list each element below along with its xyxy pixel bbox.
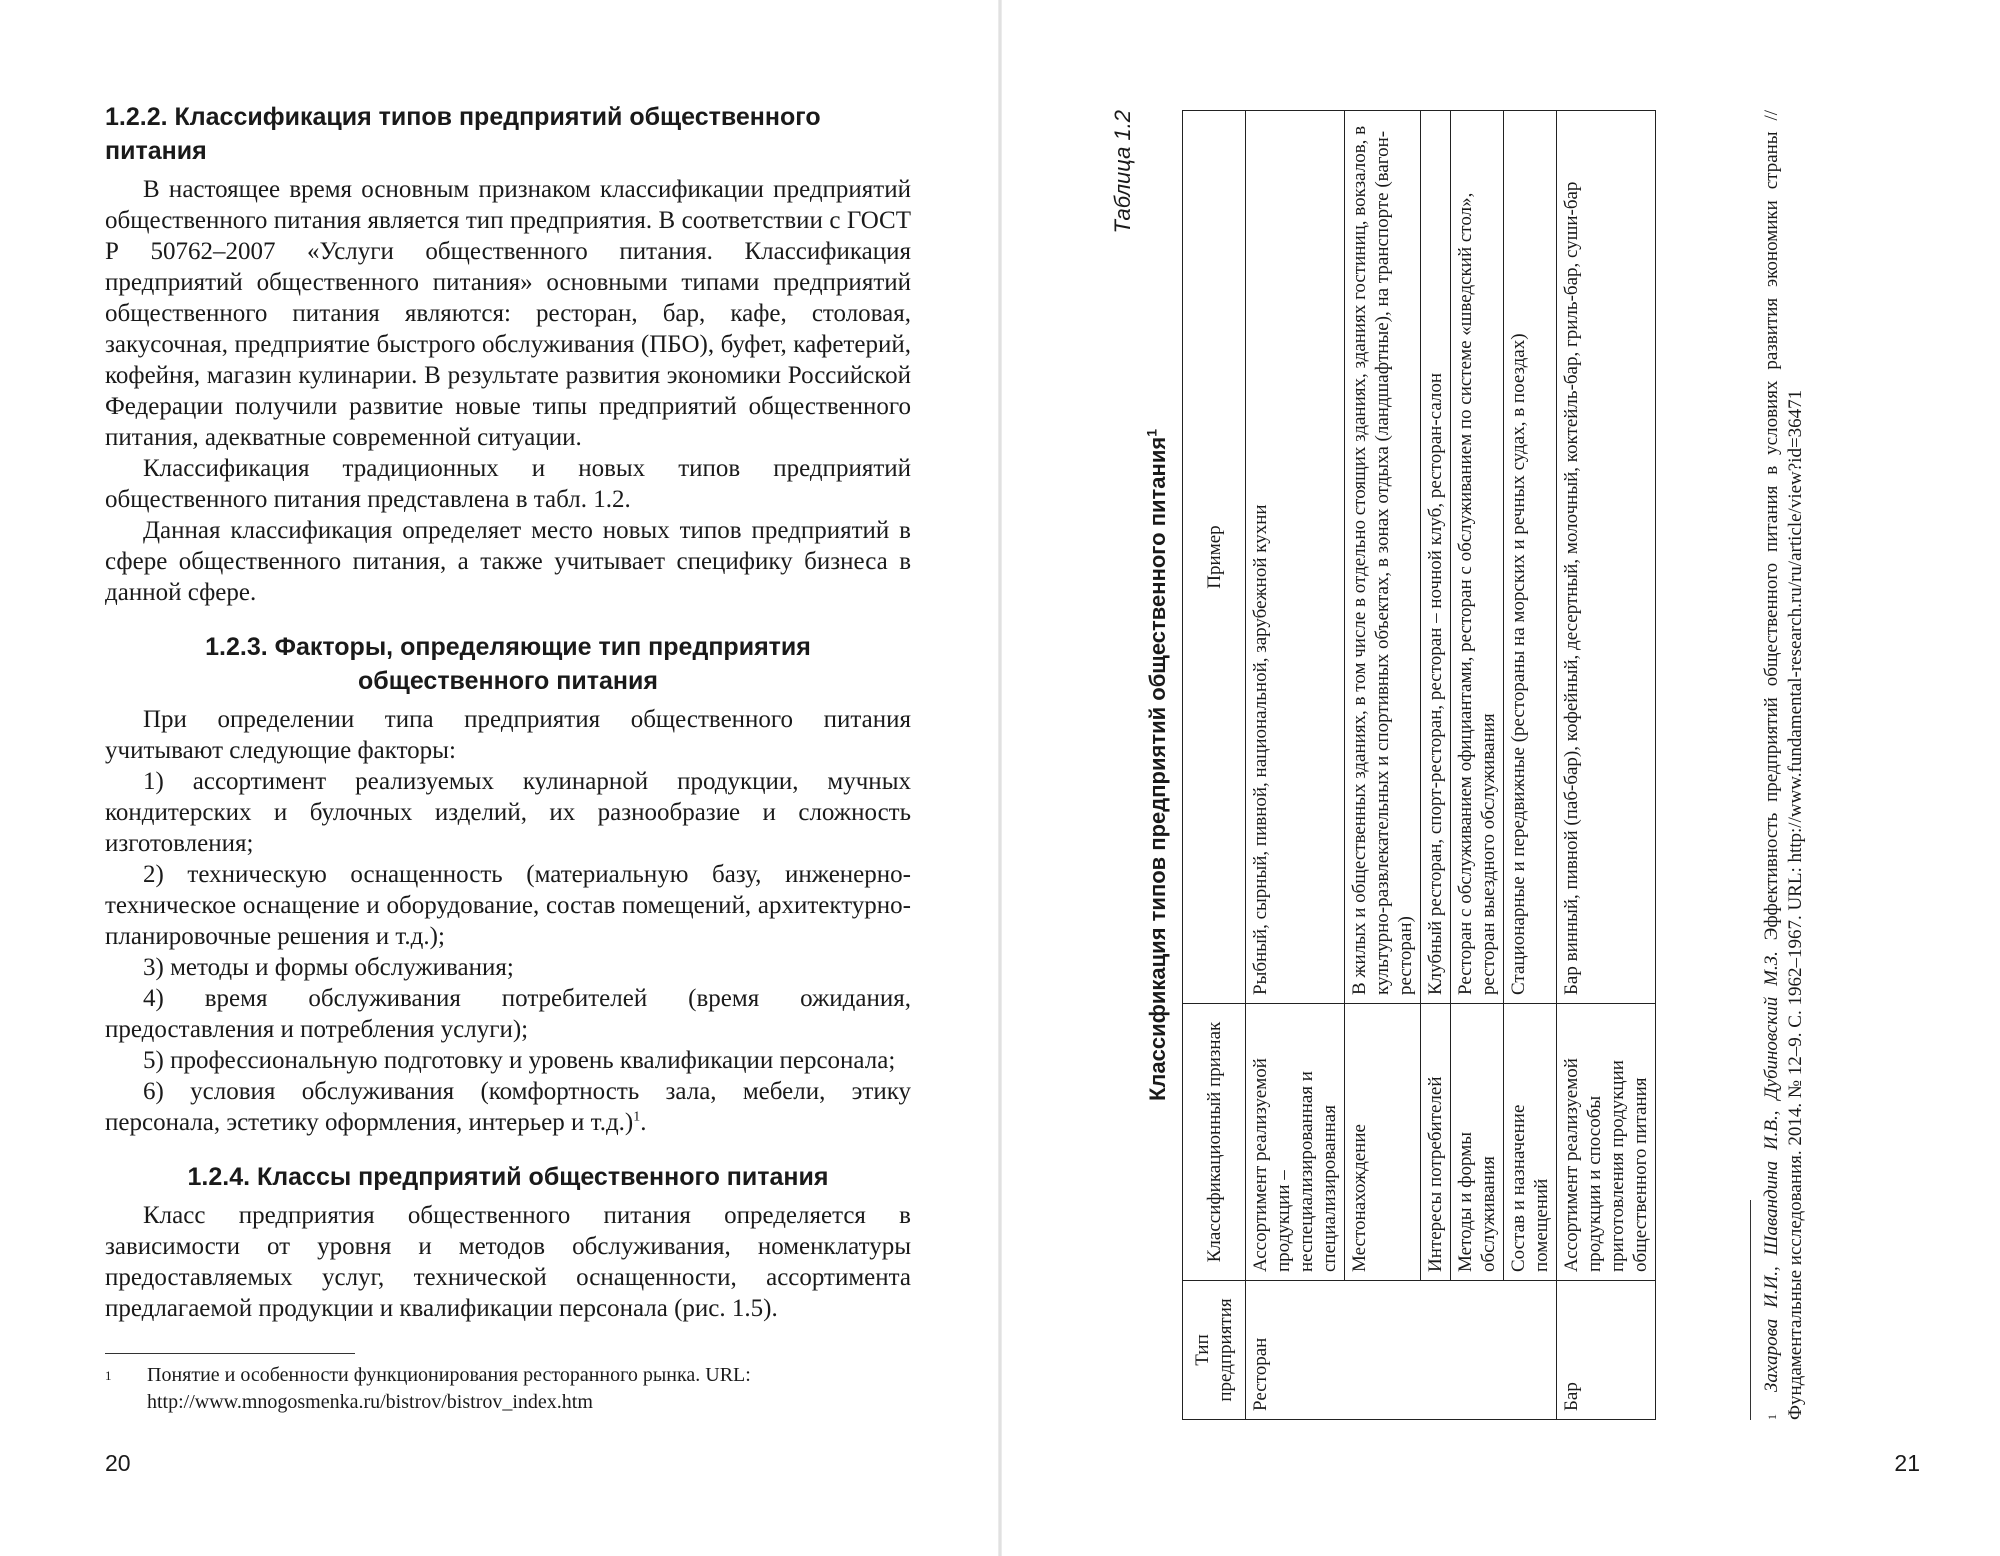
factor-item: 2) техническую оснащенность (материальную базу, инженерно-техническое оснащение и оборудование, состав помещений, архитектурно-планировочные решения и т.д.); [105,861,911,950]
table-title-text: Классификация типов предприятий общественного питания [1145,436,1170,1101]
factor-item: 5) профессиональную подготовку и уровень квалификации персонала; [143,1047,896,1074]
heading-1-2-3 [105,630,911,698]
factor-6-text: 6) условия обслуживания (комфортность зала, мебели, этику персонала, эстетику оформления, интерьер и т.д.) [105,1078,911,1136]
left-text-column [105,100,911,1324]
paragraph-4: При определении типа предприятия общественного питания учитывают следующие факторы: [105,706,911,764]
heading-1-2-2: 1.2.2. Классификация типов предприятий общественного питания [105,103,821,165]
cell-type-bar: Бар [1557,1281,1656,1420]
cell-feature: Местонахождение [1345,1004,1421,1281]
table-row [1451,111,1504,1420]
classification-table [1182,110,1656,1420]
header-example: Пример [1183,111,1246,1004]
paragraph-5: Класс предприятия общественного питания определяется в зависимости от уровня и методов обслуживания, номенклатуры предоставляемых услуг, технической оснащенности, ассортимента предлагаемой продукции и квалификации персонала (рис. 1.5). [105,1202,911,1322]
table-row [1557,111,1656,1420]
cell-feature: Интересы потребителей [1421,1004,1451,1281]
cell-example: Ресторан с обслуживанием официантами, ресторан с обслуживанием по системе «шведский стол», ресторан выездного обслуживания [1451,111,1504,1004]
cell-example: Клубный ресторан, спорт-ресторан, ресторан – ночной клуб, ресторан-салон [1421,111,1451,1004]
footnote-divider [105,1353,355,1354]
footnote-line1: Понятие и особенности функционирования ресторанного рынка. URL: [147,1364,751,1386]
heading-1-2-3-line1: 1.2.3. Факторы, определяющие тип предприятия [205,633,811,661]
footnote-line2: http://www.mnogosmenka.ru/bistrov/bistrov_index.htm [147,1391,593,1413]
rotated-table-block [1110,110,1890,1420]
factor-item-6: 6) условия обслуживания (комфортность зала, мебели, этику персонала, эстетику оформления, интерьер и т.д.)$^1$. [105,1078,911,1136]
factor-item: 4) время обслуживания потребителей (время ожидания, предоставления и потребления услуги); [105,985,911,1043]
header-type: Тип предприятия [1183,1281,1246,1420]
table-row [1421,111,1451,1420]
table-title [1145,110,1171,1420]
table-label: Таблица 1.2 [1110,110,1135,234]
factor-item: 3) методы и формы обслуживания; [143,954,514,981]
factor-item: 1) ассортимент реализуемых кулинарной продукции, мучных кондитерских и булочных изделий, их разнообразие и сложность изготовления; [105,768,911,857]
footnote-authors: Захарова И.И., Шавандина И.В., Дубиновский М.З. [1761,951,1782,1392]
cell-example: В жилых и общественных зданиях, в том числе в отдельно стоящих зданиях, зданиях гостиниц, вокзалов, в культурно-развлекательных и спортивных объектах, в зонах отдыха (ландшафтные), на транспорте (вагон-ресторан) [1345,111,1421,1004]
cell-feature: Состав и назначение помещений [1504,1004,1557,1281]
table-title-footnote-ref: 1 [1143,429,1160,437]
cell-feature: Ассортимент реализуемой продукции – неспециализированная и специализированная [1246,1004,1345,1281]
cell-feature: Методы и формы обслуживания [1451,1004,1504,1281]
paragraph-1: В настоящее время основным признаком классификации предприятий общественного питания является тип предприятия. В соответствии с ГОСТ Р 50762–2007 «Услуги общественного питания. Классификация предприятий общественного питания» основными типами предприятий общественного питания являются: ресторан, бар, кафе, столовая, закусочная, предприятие быстрого обслуживания (ПБО), буфет, кафетерий, кофейня, магазин кулинарии. В результате развития экономики Российской Федерации получили развитие новые типы предприятий общественного питания, адекватные современной ситуации. [105,176,911,451]
page-number-right: 21 [1894,1450,1920,1476]
header-feature: Классификационный признак [1183,1004,1246,1281]
cell-example: Рыбный, сырный, пивной, национальной, зарубежной кухни [1246,111,1345,1004]
table-row [1345,111,1421,1420]
table-header-row [1183,111,1246,1420]
heading-1-2-3-line2: общественного питания [358,667,658,695]
table-row [1246,111,1345,1420]
footnote-divider-right [1750,1200,1751,1420]
footnote-left [105,1362,911,1416]
cell-type-restaurant: Ресторан [1246,1281,1557,1420]
paragraph-3: Данная классификация определяет место новых типов предприятий в сфере общественного питания, а также учитывает специфику бизнеса в данной сфере. [105,517,911,606]
cell-feature: Ассортимент реализуемой продукции и способы приготовления продукции общественного питания [1557,1004,1656,1281]
cell-example: Стационарные и передвижные (рестораны на морских и речных судах, в поездах) [1504,111,1557,1004]
footnote-number-right: 1 [1765,1414,1779,1420]
footnote-ref: 1 [633,1109,641,1125]
heading-1-2-4: 1.2.4. Классы предприятий общественного питания [187,1163,829,1191]
footnote-number: 1 [105,1368,112,1383]
footnote-right [1760,110,1808,1420]
paragraph-2: Классификация традиционных и новых типов предприятий общественного питания представлена в табл. 1.2. [105,455,911,513]
page-number-left: 20 [105,1450,131,1476]
table-row [1504,111,1557,1420]
footnote-source: Эффективность предприятий общественного питания в условиях развития экономики страны // Фундаментальные исследования. 2014. № 12–9. С. 1962–1967. URL: http://www.fundamental-research.ru/ru/article/view?id=36471 [1761,109,1806,1420]
cell-example: Бар винный, пивной (паб-бар), кофейный, десертный, молочный, коктейль-бар, гриль-бар, суши-бар [1557,111,1656,1004]
